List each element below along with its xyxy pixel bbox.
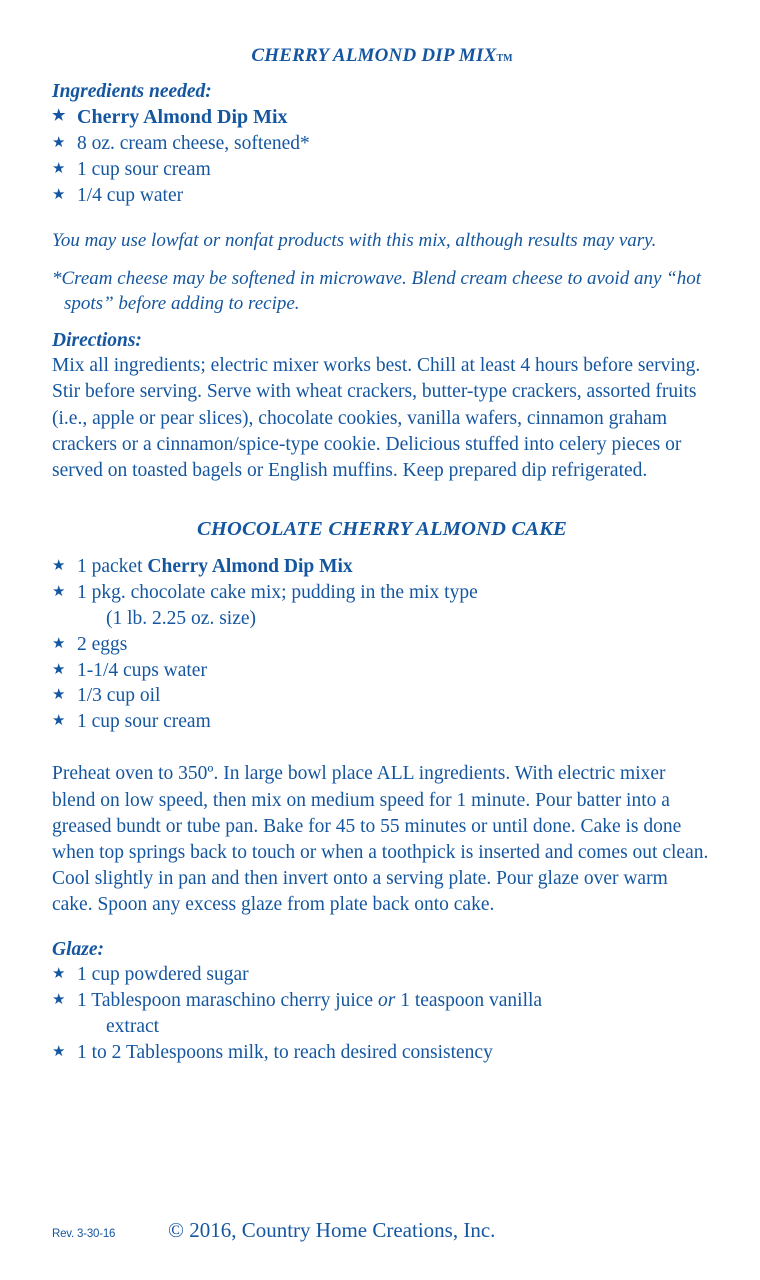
star-bullet-icon: ★ <box>52 108 66 125</box>
cake-directions-text: Preheat oven to 350º. In large bowl place ALL ingredients. With electric mixer blend on low speed, then mix on medium speed for 1 minute. Pour batter into a greased bundt or tube pan. Bake for 45 to 55 minutes or until done. Cake is done when top springs back to touch or when a toothpick is inserted and comes out clean. Cool slightly in pan and then invert onto a serving plate. Pour glaze over warm cake. Spoon any excess glaze from plate back onto cake. <box>52 763 709 916</box>
ingredient-text: 1/4 cup water <box>77 184 184 206</box>
list-item-continuation: (1 lb. 2.25 oz. size) <box>106 607 257 629</box>
ingredient-text: 1 cup sour cream <box>77 158 211 180</box>
star-bullet-icon: ★ <box>52 713 66 730</box>
ingredient-text: 8 oz. cream cheese, softened* <box>77 132 310 154</box>
list-item <box>52 554 712 580</box>
ingredient-text: 1 Tablespoon maraschino cherry juice <box>77 989 378 1011</box>
recipe-card <box>52 0 712 1280</box>
cake-ingredient-list <box>52 554 712 735</box>
dip-title-text: CHERRY ALMOND DIP MIX <box>251 45 497 66</box>
star-bullet-icon: ★ <box>52 160 66 177</box>
ingredient-alternative-conjunction: or <box>377 989 396 1011</box>
ingredient-text: 1 pkg. chocolate cake mix; pudding in the mix type <box>77 581 478 603</box>
star-bullet-icon: ★ <box>52 1043 66 1060</box>
list-item-continuation: extract <box>106 1015 160 1037</box>
star-bullet-icon: ★ <box>52 687 66 704</box>
list-item <box>52 632 712 658</box>
ingredient-product-name: Cherry Almond Dip Mix <box>147 555 353 577</box>
dip-directions-text: Mix all ingredients; electric mixer works best. Chill at least 4 hours before serving. Stir before serving. Serve with wheat crackers, butter-type crackers, assorted fruits (i.e., apple or pear slices), chocolate cookies, vanilla wafers, cinnamon graham crackers or a cinnamon/spice-type cookie. Delicious stuffed into celery pieces or served on toasted bagels or English muffins. Keep prepared dip refrigerated. <box>52 355 701 482</box>
list-item <box>52 104 712 131</box>
revision-code: Rev. 3-30-16 <box>52 1228 116 1240</box>
star-bullet-icon: ★ <box>52 557 66 574</box>
star-bullet-icon: ★ <box>52 991 66 1008</box>
star-bullet-icon: ★ <box>52 635 66 652</box>
star-bullet-icon: ★ <box>52 186 66 203</box>
list-item <box>52 683 712 709</box>
list-item <box>52 157 712 183</box>
list-item <box>52 183 712 209</box>
ingredient-text: 1 to 2 Tablespoons milk, to reach desired consistency <box>77 1041 493 1063</box>
list-item <box>52 658 712 684</box>
ingredient-text: 1 cup powdered sugar <box>77 964 249 986</box>
star-bullet-icon: ★ <box>52 966 66 983</box>
trademark-symbol: TM <box>496 53 513 64</box>
star-bullet-icon: ★ <box>52 661 66 678</box>
dip-ingredient-list <box>52 104 712 208</box>
ingredient-text: 1 cup sour cream <box>77 711 211 733</box>
ingredient-text: 1/3 cup oil <box>77 685 161 707</box>
cream-cheese-note: *Cream cheese may be softened in microwave. Blend cream cheese to avoid any “hot spots” before adding to recipe. <box>52 267 701 314</box>
list-item <box>52 131 712 157</box>
ingredients-label: Ingredients needed: <box>52 80 212 102</box>
glaze-label: Glaze: <box>52 938 104 960</box>
ingredient-text: 1-1/4 cups water <box>77 659 207 681</box>
star-bullet-icon: ★ <box>52 583 66 600</box>
ingredient-text: 2 eggs <box>77 633 128 655</box>
list-item <box>52 580 712 606</box>
list-item <box>52 988 712 1014</box>
lowfat-note: You may use lowfat or nonfat products with this mix, although results may vary. <box>52 229 657 251</box>
list-item <box>52 709 712 735</box>
list-item <box>52 962 712 988</box>
list-item <box>52 1040 712 1066</box>
copyright-notice: © 2016, Country Home Creations, Inc. <box>168 1218 496 1242</box>
ingredient-text-alt: 1 teaspoon vanilla <box>395 989 543 1011</box>
star-bullet-icon: ★ <box>52 134 66 151</box>
dip-recipe-title <box>52 0 712 67</box>
ingredient-text: 1 packet <box>77 555 148 577</box>
footer <box>0 1218 760 1258</box>
ingredient-text: Cherry Almond Dip Mix <box>77 106 288 129</box>
cake-recipe-title: CHOCOLATE CHERRY ALMOND CAKE <box>197 518 567 541</box>
directions-label: Directions: <box>52 329 142 351</box>
glaze-ingredient-list <box>52 962 712 1066</box>
